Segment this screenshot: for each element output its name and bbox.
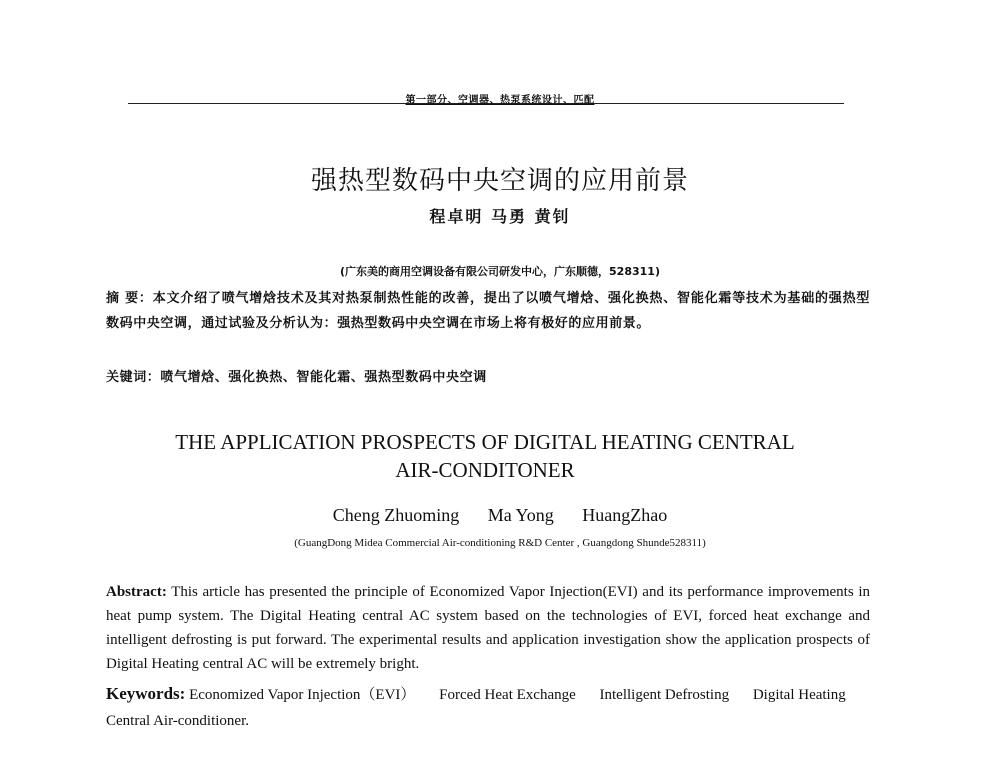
english-title-line-2: AIR-CONDITONER	[395, 458, 575, 482]
english-abstract-text: This article has presented the principle of Economized Vapor Injection(EVI) and its performance improvements in heat pump system. The Digital Heating central AC system based on the technologies of EVI, forced heat exchange and intelligent defrosting is put forward. The experimental results and application investigation show the application prospects of Digital Heating central AC will be extremely bright.	[106, 584, 870, 672]
keyword-item: Intelligent Defrosting	[599, 687, 730, 703]
author-name: Cheng Zhuoming	[332, 505, 460, 525]
keyword-item: Forced Heat Exchange	[439, 687, 576, 703]
author-name: HuangZhao	[582, 505, 668, 525]
running-header: 第一部分、空调器、热泵系统设计、匹配	[405, 95, 595, 106]
chinese-keywords-label: 关键词：	[106, 370, 161, 385]
chinese-keywords-text: 喷气增焓、强化换热、智能化霜、强热型数码中央空调	[160, 370, 487, 385]
english-abstract-label: Abstract:	[106, 584, 167, 600]
chinese-abstract-text: 本文介绍了喷气增焓技术及其对热泵制热性能的改善，提出了以喷气增焓、强化换热、智能化霜等技术为基础的强热型数码中央空调，通过试验及分析认为：强热型数码中央空调在市场上将有极好的应用前景。	[106, 291, 870, 331]
chinese-abstract	[106, 286, 870, 336]
english-keywords	[106, 681, 870, 734]
chinese-affiliation: (广东美的商用空调设备有限公司研发中心，广东顺德，528311)	[340, 265, 660, 278]
english-affiliation: (GuangDong Midea Commercial Air-conditioning R&D Center , Guangdong Shunde528311)	[294, 537, 706, 549]
author-name: Ma Yong	[487, 505, 554, 525]
keyword-item: Digital Heating Central Air-conditioner.	[106, 687, 846, 729]
chinese-keywords	[106, 366, 870, 385]
english-authors	[0, 505, 1000, 526]
english-title-line-1: THE APPLICATION PROSPECTS OF DIGITAL HEATING CENTRAL	[175, 430, 795, 454]
english-title	[120, 428, 850, 484]
english-abstract	[106, 580, 870, 676]
english-keywords-label: Keywords:	[106, 684, 186, 703]
chinese-abstract-label: 摘 要：	[106, 291, 153, 306]
keyword-item: Economized Vapor Injection（EVI）	[189, 687, 416, 703]
chinese-title: 强热型数码中央空调的应用前景	[310, 166, 689, 196]
chinese-authors: 程卓明 马勇 黄钊	[429, 207, 571, 226]
